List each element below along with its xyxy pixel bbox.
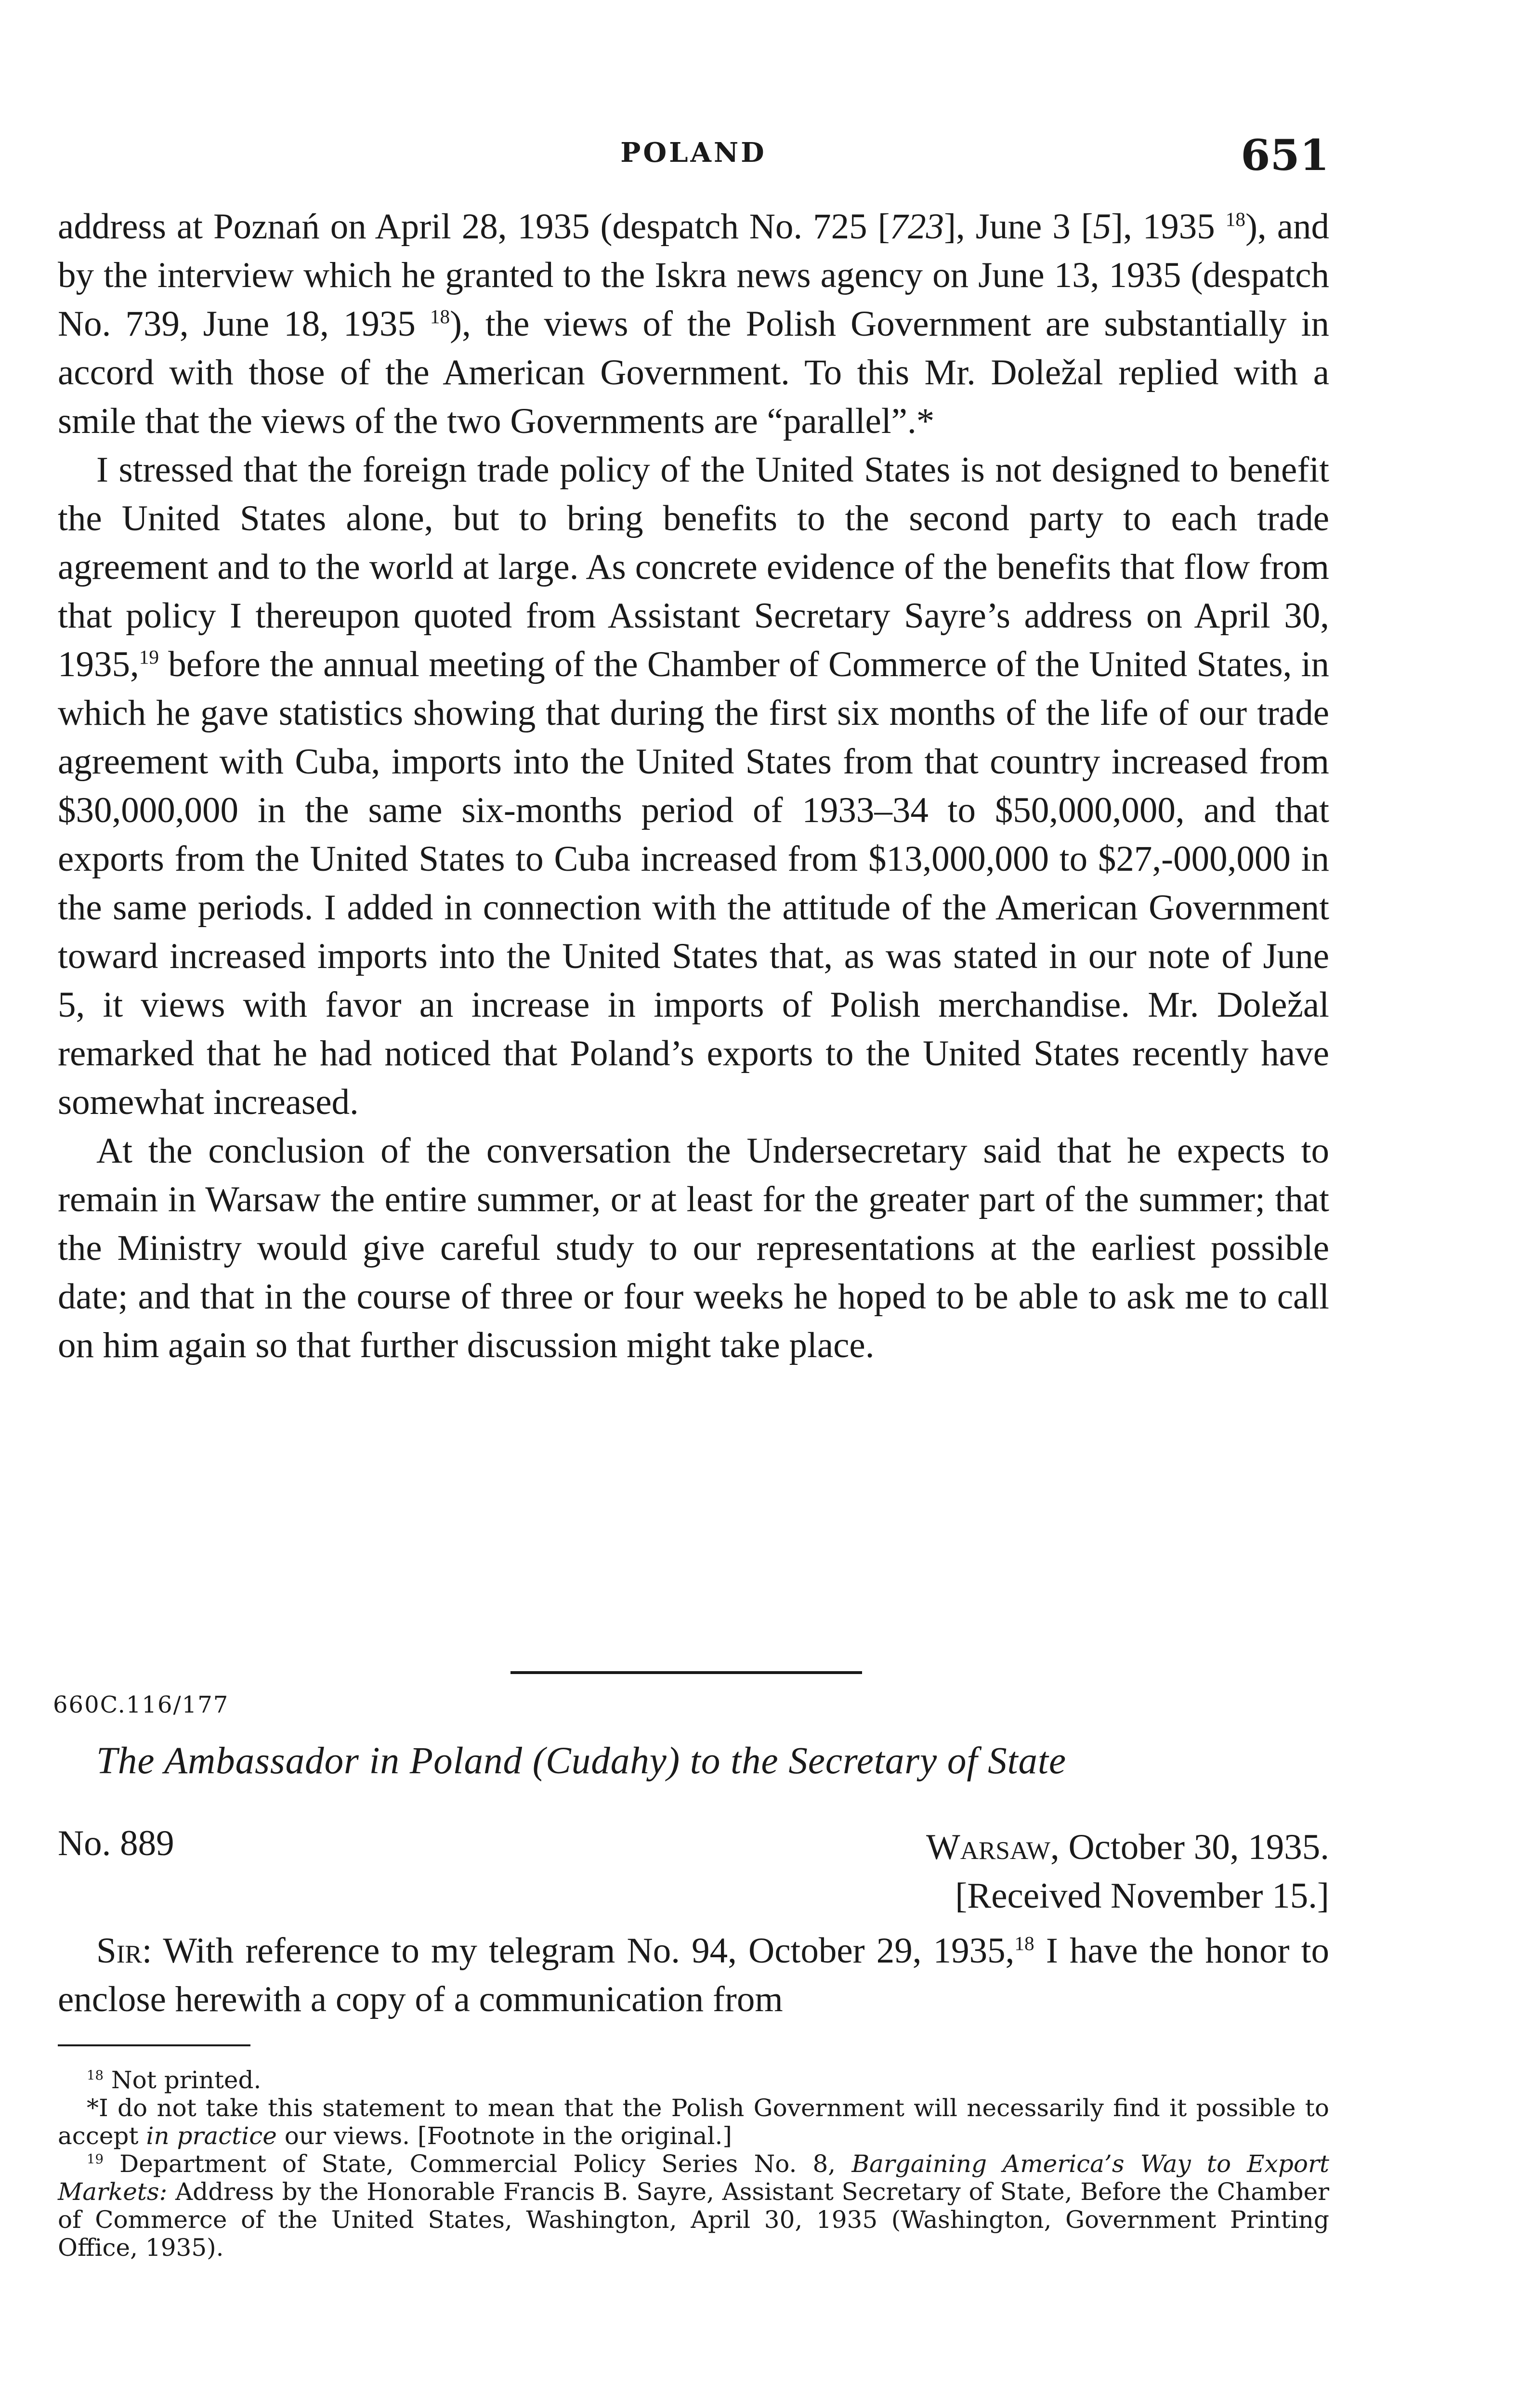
- running-title: POLAND: [620, 137, 767, 169]
- opening-text-rest: I have the honor to enclose herewith a copy of a communication from: [58, 1931, 1329, 2019]
- text-run: Address by the Honorable Francis B. Sayre, Assistant Secretary of State, Before the Chamber of Commerce of the United States, Washington, April 30, 1935 (Washington, Government Printing Office, 1935).: [58, 2178, 1329, 2262]
- page-number: 651: [1241, 130, 1329, 180]
- paragraph: [58, 202, 1329, 445]
- file-number: 660C.116/177: [53, 1691, 229, 1718]
- text-run: At the conclusion of the conversation the Undersecretary said that he expects to remain in Warsaw the entire summer, or at least for the greater part of the summer; that the Ministry would give careful study to our representations at the earliest possible date; and that in the course of three or four weeks he hoped to be able to ask me to call on him again so that further discussion might take place.: [58, 1131, 1329, 1365]
- footnote: [58, 2066, 1329, 2094]
- place: Warsaw: [926, 1827, 1050, 1867]
- text-run: ], 1935: [1111, 207, 1226, 247]
- footnote-ref: 18: [430, 305, 450, 327]
- received-line: [Received November 15.]: [955, 1876, 1329, 1916]
- text-run: ), and by the interview which he granted to the Iskra news agency on June 13, 1935 (despatch No. 739, June 18, 1935: [58, 207, 1329, 344]
- italic-text: Bargaining America’s Way to Export Markets:: [58, 2150, 1329, 2206]
- letter-body: [58, 1926, 1329, 2024]
- despatch-number: No. 889: [58, 1823, 174, 1863]
- place-date-block: [926, 1823, 1329, 1920]
- italic-text: Cudahy: [546, 1740, 667, 1782]
- footnote-ref: 19: [87, 2151, 104, 2167]
- date: , October 30, 1935.: [1050, 1827, 1329, 1867]
- place-date-line: [926, 1823, 1329, 1871]
- footnote-ref: 18: [1014, 1932, 1034, 1954]
- text-run: I stressed that the foreign trade policy of the United States is not designed to benefit the United States alone, but to bring benefits to the second party to each trade agreement and to the world at large. As concrete evidence of the benefits that flow from that policy I thereupon quoted from Assistant Secretary Sayre’s address on April 30, 1935,: [58, 450, 1329, 684]
- paragraph: [58, 1126, 1329, 1370]
- body-text: [58, 202, 1329, 1370]
- italic-text: 723: [890, 207, 944, 247]
- opening-text: : With reference to my telegram No. 94, October 29, 1935,: [142, 1931, 1015, 1971]
- italic-text: 5: [1093, 207, 1112, 247]
- text-run: Not printed.: [104, 2066, 262, 2094]
- italic-text: to the Secretary of State: [680, 1740, 1067, 1782]
- text-run: ), the views of the Polish Government are substantially in accord with those of the American Government. To this Mr. Doležal replied with a smile that the views of the two Governments are “parallel”.*: [58, 304, 1330, 441]
- text-run: ): [667, 1740, 680, 1782]
- italic-text: in practice: [146, 2122, 277, 2150]
- letter-opening: [58, 1926, 1329, 2024]
- footnote-ref: 18: [87, 2068, 104, 2083]
- footnote: [58, 2094, 1329, 2150]
- footnote-rule: [58, 2044, 250, 2046]
- salutation: Sir: [96, 1931, 142, 1971]
- text-run: (: [532, 1740, 546, 1782]
- paragraph: [58, 445, 1329, 1126]
- section-divider: [510, 1671, 862, 1674]
- text-run: *I do not take this statement to mean that the Polish Government will necessarily find it possible to accept: [58, 2094, 1329, 2150]
- text-run: before the annual meeting of the Chamber of Commerce of the United States, in which he gave statistics showing that during the first six months of the life of our trade agreement with Cuba, imports into the United States from that country increased from $30,000,000 in the same six-months period of 1933–34 to $50,000,000, and that exports from the United States to Cuba increased from $13,000,000 to $27,-000,000 in the same periods. I added in connection with the attitude of the American Government toward increased imports into the United States that, as was stated in our note of June 5, it views with favor an increase in imports of Polish merchandise. Mr. Doležal remarked that he had noticed that Poland’s exports to the United States recently have somewhat increased.: [58, 644, 1329, 1122]
- text-run: Department of State, Commercial Policy Series No. 8,: [104, 2150, 852, 2178]
- footnote-ref: 18: [1225, 208, 1246, 230]
- text-run: our views. [Footnote in the original.]: [276, 2122, 732, 2150]
- footnote: [58, 2150, 1329, 2262]
- footnotes: [58, 2066, 1329, 2262]
- text-run: ], June 3 [: [944, 207, 1093, 247]
- text-run: address at Poznań on April 28, 1935 (despatch No. 725 [: [58, 207, 890, 247]
- running-head: [58, 130, 1329, 183]
- document-heading: [96, 1740, 1329, 1783]
- footnote-ref: 19: [139, 646, 159, 668]
- italic-text: The Ambassador in Poland: [96, 1740, 533, 1782]
